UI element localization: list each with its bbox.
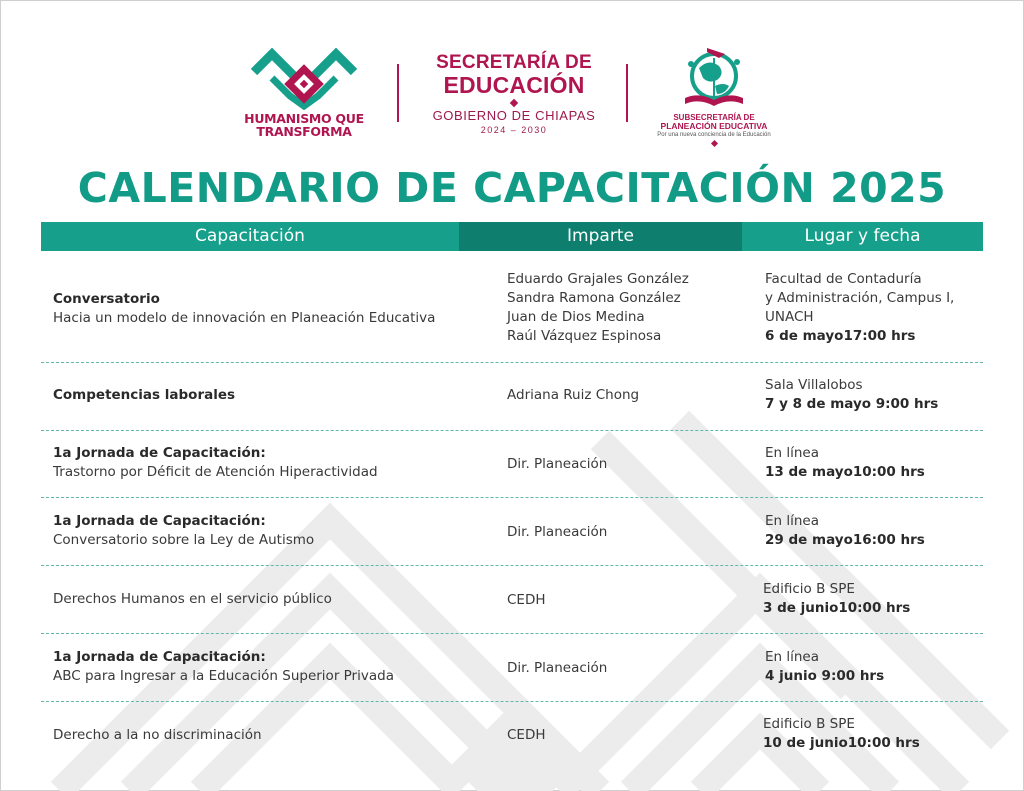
column-header-capacitacion: Capacitación (41, 222, 459, 251)
lugar-line: Edificio B SPE (763, 716, 855, 732)
imparte-cell (507, 455, 747, 474)
secretaria-line-3: GOBIERNO DE CHIAPAS (432, 108, 596, 123)
capacitacion-cell (53, 386, 493, 405)
imparte-name: Dir. Planeación (507, 660, 608, 676)
fecha: 4 junio 9:00 hrs (765, 668, 885, 684)
imparte-name: Dir. Planeación (507, 524, 608, 540)
capacitacion-cell (53, 290, 493, 328)
imparte-name: CEDH (507, 592, 546, 608)
imparte-name: Sandra Ramona González (507, 290, 681, 306)
lugar-fecha-cell (765, 270, 985, 346)
table-row (41, 376, 983, 416)
lugar-fecha-cell (765, 444, 985, 482)
imparte-name: Juan de Dios Medina (507, 309, 645, 325)
lugar-line: Edificio B SPE (763, 581, 855, 597)
capacitacion-subtitle: Hacia un modelo de innovación en Planeación Educativa (53, 310, 436, 326)
imparte-cell (507, 386, 747, 405)
table-row (41, 270, 983, 350)
subsecretaria-line-1: SUBSECRETARÍA DE (673, 113, 755, 122)
capacitacion-title: Conversatorio (53, 291, 160, 307)
imparte-name: Dir. Planeación (507, 456, 608, 472)
row-divider (41, 633, 983, 634)
capacitacion-subtitle: Trastorno por Déficit de Atención Hiperactividad (53, 464, 378, 480)
lugar-fecha-cell (763, 580, 983, 618)
imparte-cell (507, 270, 747, 346)
row-divider (41, 362, 983, 363)
imparte-name: Eduardo Grajales González (507, 271, 689, 287)
lugar-fecha-cell (765, 648, 985, 686)
table-row (41, 512, 983, 552)
column-header-imparte: Imparte (459, 222, 742, 251)
lugar-line: Sala Villalobos (765, 377, 863, 393)
row-divider (41, 497, 983, 498)
capacitacion-cell (53, 444, 493, 482)
table-row (41, 444, 983, 484)
humanismo-line-1: HUMANISMO QUE (244, 111, 364, 126)
capacitacion-cell (53, 512, 493, 550)
lugar-line: Facultad de Contaduría (765, 271, 922, 287)
lugar-line: y Administración, Campus I, (765, 290, 955, 306)
fecha: 29 de mayo16:00 hrs (765, 532, 925, 548)
capacitacion-subtitle: Derechos Humanos en el servicio público (53, 591, 332, 607)
imparte-cell (507, 659, 747, 678)
fecha: 3 de junio10:00 hrs (763, 600, 911, 616)
imparte-name: Adriana Ruiz Chong (507, 387, 640, 403)
capacitacion-title: Competencias laborales (53, 387, 236, 403)
lugar-line: En línea (765, 649, 820, 665)
secretaria-line-1: SECRETARÍA DE (436, 52, 592, 73)
imparte-name: Raúl Vázquez Espinosa (507, 328, 662, 344)
table-row (41, 648, 983, 688)
imparte-cell (507, 591, 747, 610)
capacitacion-title: 1a Jornada de Capacitación: (53, 649, 266, 665)
lugar-fecha-cell (765, 376, 985, 414)
capacitacion-title: 1a Jornada de Capacitación: (53, 445, 266, 461)
imparte-name: CEDH (507, 727, 546, 743)
subsecretaria-line-3: Por una nueva conciencia de la Educación (657, 132, 771, 138)
fecha: 6 de mayo17:00 hrs (765, 328, 916, 344)
lugar-fecha-cell (763, 715, 983, 753)
imparte-cell (507, 523, 747, 542)
lugar-line: UNACH (765, 309, 814, 325)
imparte-cell (507, 726, 747, 745)
capacitacion-subtitle: Conversatorio sobre la Ley de Autismo (53, 532, 315, 548)
lugar-fecha-cell (765, 512, 985, 550)
subsecretaria-line-2: PLANEACIÓN EDUCATIVA (660, 121, 768, 131)
row-divider (41, 701, 983, 702)
lugar-line: En línea (765, 513, 820, 529)
secretaria-line-4: 2024 – 2030 (480, 125, 548, 135)
column-header-lugar-fecha: Lugar y fecha (742, 222, 983, 251)
humanismo-line-2: TRANSFORMA (256, 124, 352, 139)
capacitacion-subtitle: Derecho a la no discriminación (53, 727, 262, 743)
table-row (41, 580, 983, 620)
capacitacion-cell (53, 726, 493, 745)
capacitacion-subtitle: ABC para Ingresar a la Educación Superior Privada (53, 668, 394, 684)
capacitacion-cell (53, 590, 493, 609)
capacitacion-title: 1a Jornada de Capacitación: (53, 513, 266, 529)
fecha: 7 y 8 de mayo 9:00 hrs (765, 396, 939, 412)
secretaria-line-2: EDUCACIÓN (443, 72, 585, 98)
fecha: 10 de junio10:00 hrs (763, 735, 920, 751)
page-title: CALENDARIO DE CAPACITACIÓN 2025 (77, 164, 947, 212)
capacitacion-cell (53, 648, 493, 686)
row-divider (41, 565, 983, 566)
fecha: 13 de mayo10:00 hrs (765, 464, 925, 480)
row-divider (41, 430, 983, 431)
table-row (41, 715, 983, 755)
lugar-line: En línea (765, 445, 820, 461)
